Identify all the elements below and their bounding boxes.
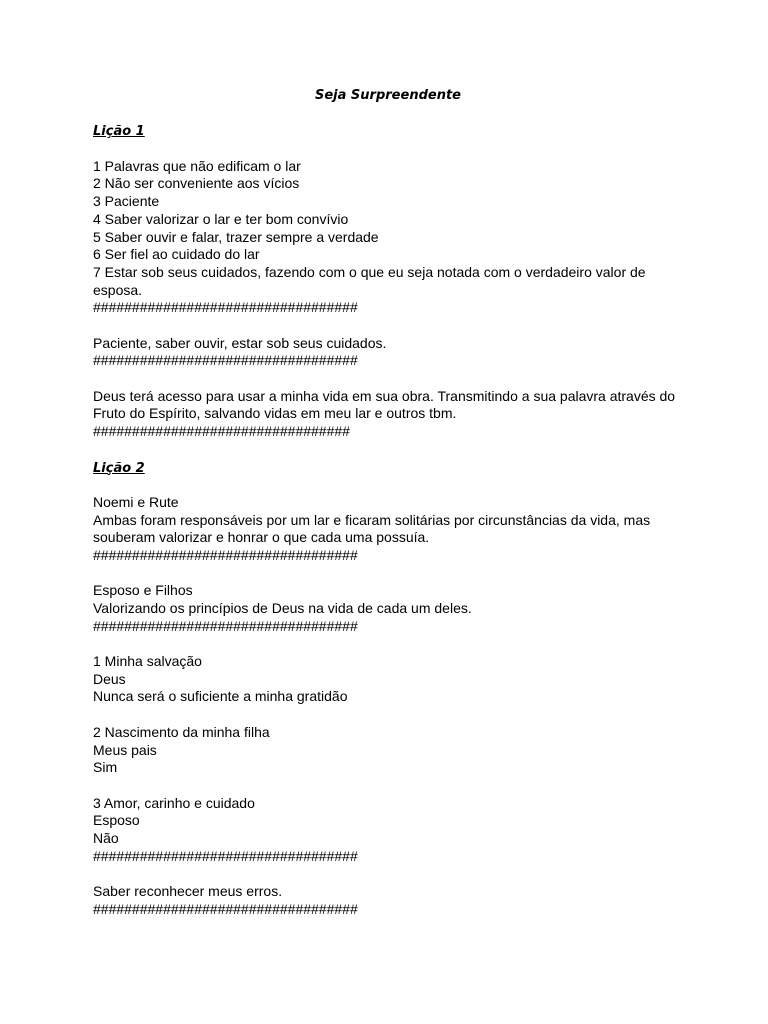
group-line: Meus pais: [93, 741, 157, 758]
group-line: Nunca será o suficiente a minha gratidão: [93, 688, 348, 705]
closing-line: Saber reconhecer meus erros.: [93, 883, 283, 900]
lesson-1-item: 2 Não ser conveniente aos vícios: [93, 175, 300, 192]
lesson-1-item: 6 Ser fiel ao cuidado do lar: [93, 246, 260, 263]
lesson-1-item: 3 Paciente: [93, 193, 160, 210]
lesson-2-subject: Noemi e Rute: [93, 493, 179, 510]
group-line: Não: [93, 829, 119, 846]
group-line: Deus: [93, 670, 126, 687]
group-line: 1 Minha salvação: [93, 653, 202, 670]
separator: #################################: [93, 423, 350, 440]
group-line: 3 Amor, carinho e cuidado: [93, 794, 255, 811]
separator: ##################################: [93, 299, 358, 316]
group-line: 2 Nascimento da minha filha: [93, 723, 270, 740]
separator: ##################################: [93, 617, 358, 634]
document-body: [93, 87, 683, 918]
lesson-1-heading: Lição 1: [93, 124, 145, 140]
lesson-1-item: 5 Saber ouvir e falar, trazer sempre a verdade: [93, 228, 379, 245]
lesson-2-heading: Lição 2: [93, 460, 145, 476]
lesson-1-summary: Paciente, saber ouvir, estar sob seus cuidados.: [93, 334, 387, 351]
family-title: Esposo e Filhos: [93, 582, 193, 599]
family-text: Valorizando os princípios de Deus na vida de cada um deles.: [93, 600, 472, 617]
lesson-2-description: Ambas foram responsáveis por um lar e ficaram solitárias por circunstâncias da vida, mas souberam valorizar e honrar o que cada uma possuía.: [93, 511, 651, 546]
separator: ##################################: [93, 900, 358, 917]
document-title: Seja Surpreendente: [315, 88, 461, 103]
lesson-1-item: 7 Estar sob seus cuidados, fazendo com o que eu seja notada com o verdadeiro valor de esposa.: [93, 263, 646, 298]
group-line: Esposo: [93, 812, 140, 829]
lesson-1-reflection: Deus terá acesso para usar a minha vida em sua obra. Transmitindo a sua palavra através do Fruto do Espírito, salvando vidas em meu lar e outros tbm.: [93, 387, 676, 422]
lesson-1-item: 1 Palavras que não edificam o lar: [93, 157, 301, 174]
separator: ##################################: [93, 546, 358, 563]
lesson-1-item: 4 Saber valorizar o lar e ter bom convívio: [93, 210, 349, 227]
group-line: Sim: [93, 759, 118, 776]
separator: ##################################: [93, 352, 358, 369]
separator: ##################################: [93, 847, 358, 864]
